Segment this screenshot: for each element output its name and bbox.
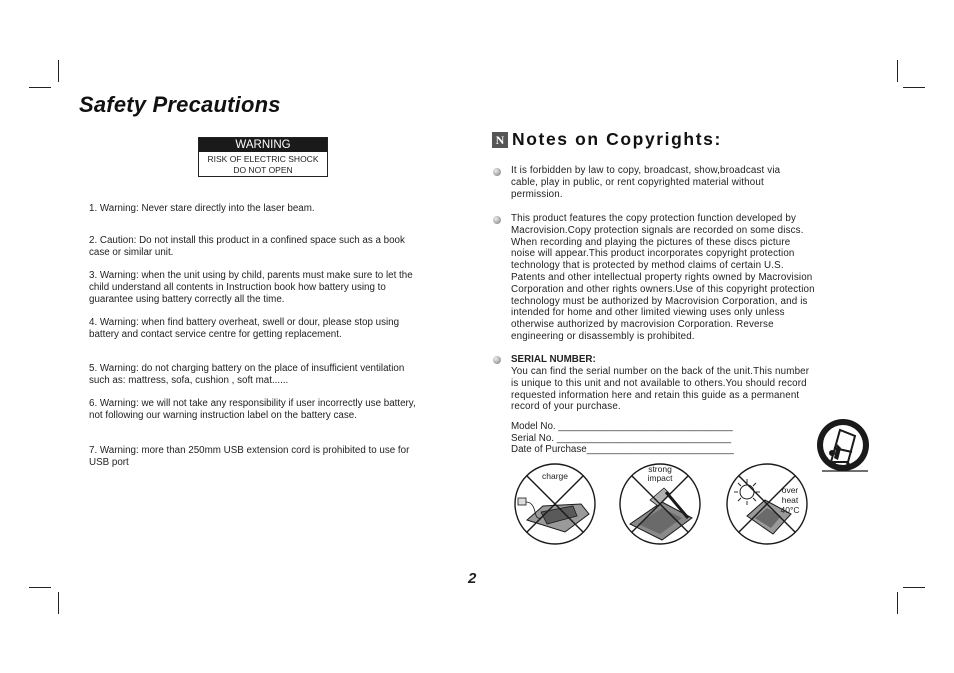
no-strong-impact-icon [618,462,702,546]
copyright-heading [492,127,722,151]
heat-label: 40°C [780,505,800,515]
warning-item: 5. Warning: do not charging battery on the place of insufficient ventilation such as: mattress, sofa, cushion , soft mat...... [89,363,405,386]
no-cart-tipover-icon [814,418,874,474]
warning-item: 7. Warning: more than 250mm USB extension cord is prohibited to use for USB port [89,445,410,468]
crop-mark [58,60,59,82]
impact-label: strong [648,464,672,474]
serial-number-heading: SERIAL NUMBER: [511,354,596,365]
warning-item: 2. Caution: Do not install this product in a confined space such as a book case or similar unit. [89,235,405,258]
crop-mark [58,592,59,614]
heat-label: over [781,485,799,495]
bullet-icon [493,216,501,224]
crop-mark [897,592,898,614]
copyright-paragraph: This product features the copy protection function developed by Macrovision.Copy protection signals are recorded on some discs. When recording and playing the pictures of these discs picture noise will appear.This product incorporates copyright protection technology that is protected by method claims of certain U.S. Patents and other intellectual property rights owned by Macrovision Corporation and other rights owners.Use of this copyright protection technology must be authorized by Macrovision Corporation, and is intended for home and other limited viewing uses only unless otherwise authorized by macrovision Corporation. Reverse engineering or disassembly is prohibited. [511,213,815,342]
crop-mark [903,587,925,588]
model-number-field: Model No. ________________________________ [511,421,733,432]
page-number: 2 [468,570,477,587]
warning-item: 1. Warning: Never stare directly into the laser beam. [89,203,315,214]
copyright-heading-text: Notes on Copyrights: [512,129,722,149]
warning-item: 3. Warning: when the unit using by child, parents must make sure to let the child understand all contents in Instruction book how battery using to guarantee using battery correctly all the time. [89,270,413,305]
copyright-paragraph: It is forbidden by law to copy, broadcast, show,broadcast via cable, play in public, or rent copyrighted material without permission. [511,165,781,200]
impact-label: impact [647,473,673,483]
warning-item: 4. Warning: when find battery overheat, swell or dour, please stop using battery and contact service centre for getting replacement. [89,317,400,340]
serial-number-text: You can find the serial number on the back of the unit.This number is unique to this unit and not available to others.You should record requested information here and retain this guide as a permanent record of your purchase. [511,366,810,413]
no-charging-on-soft-surface-icon [513,462,597,546]
serial-number-field: Serial No. ________________________________ [511,433,732,444]
n-logo-icon: N [492,132,508,148]
crop-mark [903,87,925,88]
warning-item: 6. Warning: we will not take any responsibility if user incorrectly use battery, not following our warning instruction label on the battery case. [89,398,416,421]
no-overheat-icon [725,462,809,546]
crop-mark [29,587,51,588]
page-title: Safety Precautions [79,92,281,117]
warning-label-line: RISK OF ELECTRIC SHOCK [207,154,319,164]
warning-label-box [198,137,328,177]
bullet-icon [493,356,501,364]
charge-label: charge [542,471,568,481]
warning-label-heading: WARNING [199,138,327,152]
bullet-icon [493,168,501,176]
crop-mark [897,60,898,82]
heat-label: heat [781,495,799,505]
crop-mark [29,87,51,88]
date-of-purchase-field: Date of Purchase___________________________ [511,444,734,455]
warning-label-line: DO NOT OPEN [233,165,293,175]
